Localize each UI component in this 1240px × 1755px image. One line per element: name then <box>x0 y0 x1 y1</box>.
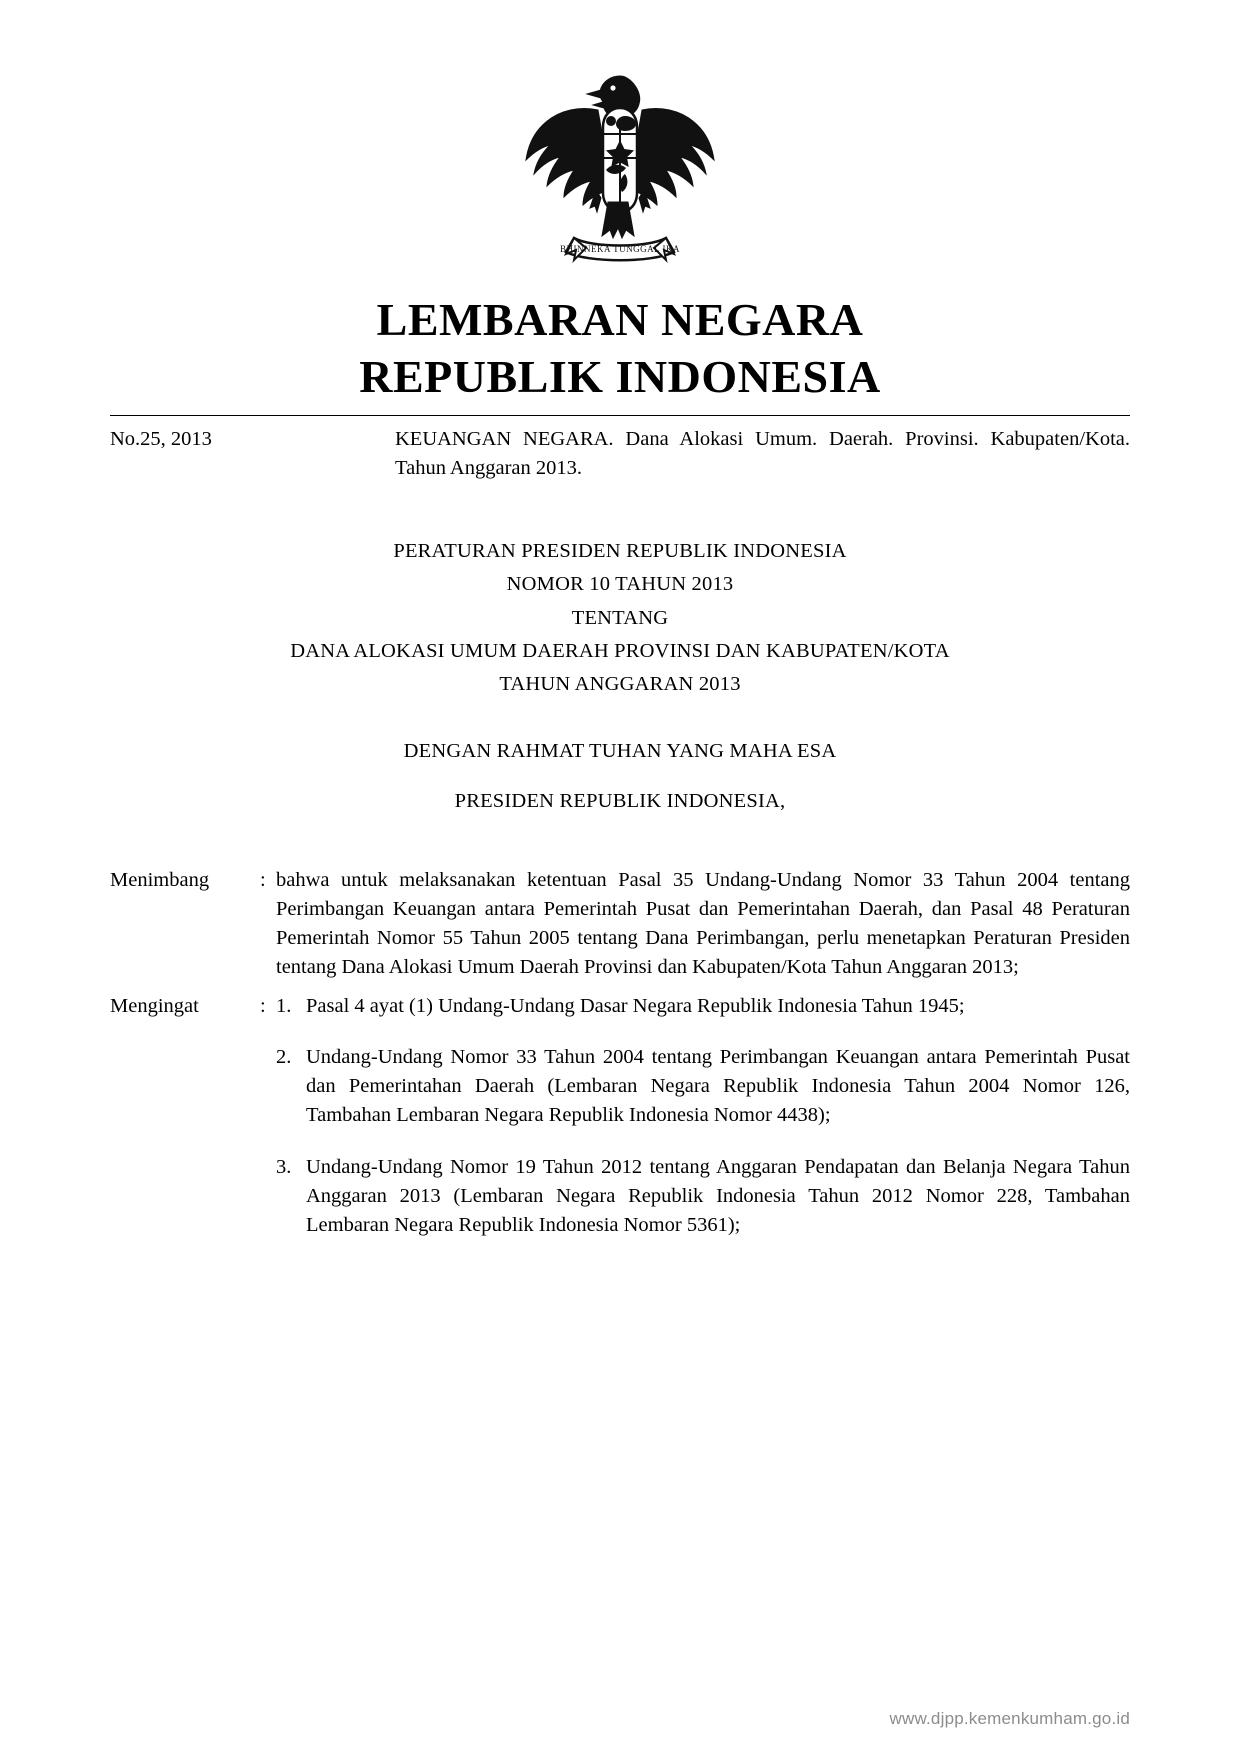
title-line-4: DANA ALOKASI UMUM DAERAH PROVINSI DAN KABUPATEN/KOTA <box>290 639 950 662</box>
regulation-title <box>110 535 1130 701</box>
clause-menimbang <box>110 866 1130 982</box>
list-item-text: Undang-Undang Nomor 19 Tahun 2012 tentang Anggaran Pendapatan dan Belanja Negara Tahun Anggaran 2013 (Lembaran Negara Republik Indonesia Tahun 2012 Nomor 228, Tambahan Lembaran Negara Republik Indonesia Nomor 5361); <box>306 1155 1130 1236</box>
clause-mengingat-colon: : <box>260 995 266 1018</box>
list-item-number: 3. <box>276 1155 292 1178</box>
list-item-number: 2. <box>276 1046 292 1069</box>
list-item <box>276 1043 1130 1130</box>
clause-menimbang-label: Menimbang <box>110 868 210 891</box>
list-item <box>276 992 1130 1021</box>
list-item <box>276 1153 1130 1240</box>
svg-text:BHINNEKA TUNGGAL IKA: BHINNEKA TUNGGAL IKA <box>560 244 680 254</box>
list-item-text: Undang-Undang Nomor 33 Tahun 2004 tentang Perimbangan Keuangan antara Pemerintah Pusat dan Pemerintahan Daerah (Lembaran Negara Republik Indonesia Tahun 2004 Nomor 126, Tambahan Lembaran Negara Republik Indonesia Nomor 4438); <box>306 1046 1130 1127</box>
title-line-1: PERATURAN PRESIDEN REPUBLIK INDONESIA <box>393 540 847 563</box>
gazette-header <box>110 425 1130 483</box>
list-item-text: Pasal 4 ayat (1) Undang-Undang Dasar Negara Republik Indonesia Tahun 1945; <box>306 995 965 1018</box>
masthead <box>110 291 1130 405</box>
list-item-number: 1. <box>276 995 292 1018</box>
clause-mengingat-label: Mengingat <box>110 995 199 1018</box>
clause-menimbang-colon: : <box>260 868 266 891</box>
page-watermark: www.djpp.kemenkumham.go.id <box>889 1709 1130 1728</box>
clause-mengingat-list <box>276 992 1130 1240</box>
title-line-5: TAHUN ANGGARAN 2013 <box>499 673 741 696</box>
clause-menimbang-text: bahwa untuk melaksanakan ketentuan Pasal 35 Undang-Undang Nomor 33 Tahun 2004 tentang Perimbangan Keuangan antara Pemerintah Pusat dan Pemerintahan Daerah, dan Pasal 48 Peraturan Pemerintah Nomor 55 Tahun 2005 tentang Dana Perimbangan, perlu menetapkan Peraturan Presiden tentang Dana Alokasi Umum Daerah Provinsi dan Kabupaten/Kota Tahun Anggaran 2013; <box>276 868 1130 979</box>
enactment-line-1: DENGAN RAHMAT TUHAN YANG MAHA ESA <box>403 740 837 763</box>
masthead-line-1: LEMBARAN NEGARA <box>376 294 864 345</box>
gazette-number: No.25, 2013 <box>110 428 212 451</box>
gazette-subject: KEUANGAN NEGARA. Dana Alokasi Umum. Daerah. Provinsi. Kabupaten/Kota. Tahun Anggaran 2013. <box>395 428 1130 480</box>
header-divider <box>110 415 1130 416</box>
enactment-block <box>110 735 1130 817</box>
garuda-emblem <box>520 0 720 277</box>
enactment-line-2: PRESIDEN REPUBLIK INDONESIA, <box>454 789 786 812</box>
title-line-2: NOMOR 10 TAHUN 2013 <box>506 573 734 596</box>
title-line-3: TENTANG <box>571 606 669 629</box>
clauses-section <box>110 866 1130 1240</box>
clause-mengingat <box>110 992 1130 1240</box>
masthead-line-2: REPUBLIK INDONESIA <box>359 351 881 403</box>
